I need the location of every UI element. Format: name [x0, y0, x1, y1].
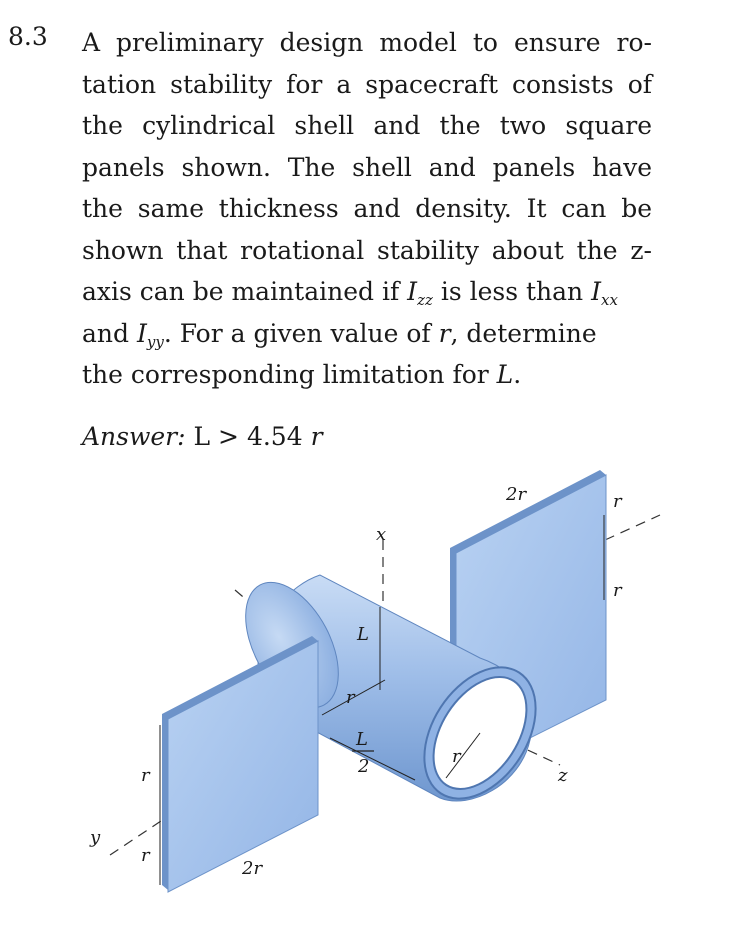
- label-half-L-num: L: [356, 729, 368, 750]
- answer-unit: r: [310, 422, 323, 451]
- problem-statement: [82, 22, 652, 396]
- answer-value: L > 4.54: [185, 422, 311, 451]
- spacecraft-figure: [60, 455, 700, 915]
- label-2r-top: 2r: [506, 484, 527, 505]
- label-r-upper: r: [613, 491, 622, 512]
- label-x: x: [376, 524, 387, 545]
- statement-line-6: shown that rotational stability about the z-: [82, 235, 652, 265]
- label-r-left2: r: [141, 845, 150, 866]
- problem-number: 8.3: [8, 22, 48, 51]
- label-half-L-den: 2: [358, 756, 370, 777]
- answer: [82, 422, 323, 451]
- label-r-left1: r: [141, 765, 150, 786]
- ixx-symbol: I: [591, 277, 601, 306]
- label-z: z: [558, 765, 568, 786]
- label-L: L: [357, 624, 369, 645]
- label-2r-bottom: 2r: [242, 858, 263, 879]
- statement-line-5: the same thickness and density. It can be: [82, 194, 652, 223]
- statement-line-9: the corresponding limitation for L.: [82, 360, 522, 389]
- izz-symbol: I: [407, 277, 418, 306]
- label-y: y: [90, 827, 101, 848]
- right-panel-axis: [605, 515, 660, 540]
- y-axis: [110, 815, 170, 855]
- label-r-end: r: [452, 746, 461, 767]
- statement-line-7: axis can be maintained if $I_{zz}$ is less than $I_{xx}$: [82, 277, 618, 309]
- answer-label: Answer:: [82, 422, 186, 451]
- statement-line-2: tation stability for a spacecraft consists of: [82, 69, 652, 99]
- statement-line-3: the cylindrical shell and the two square: [82, 111, 652, 140]
- statement-line-4: panels shown. The shell and panels have: [82, 152, 652, 182]
- label-r-upper2: r: [613, 580, 622, 601]
- statement-line-1: A preliminary design model to ensure ro-: [82, 28, 652, 57]
- label-r-inner: r: [346, 687, 355, 708]
- iyy-symbol: I: [136, 318, 147, 348]
- statement-line-8: and $I_{yy}$. For a given value of r, determine: [82, 318, 597, 351]
